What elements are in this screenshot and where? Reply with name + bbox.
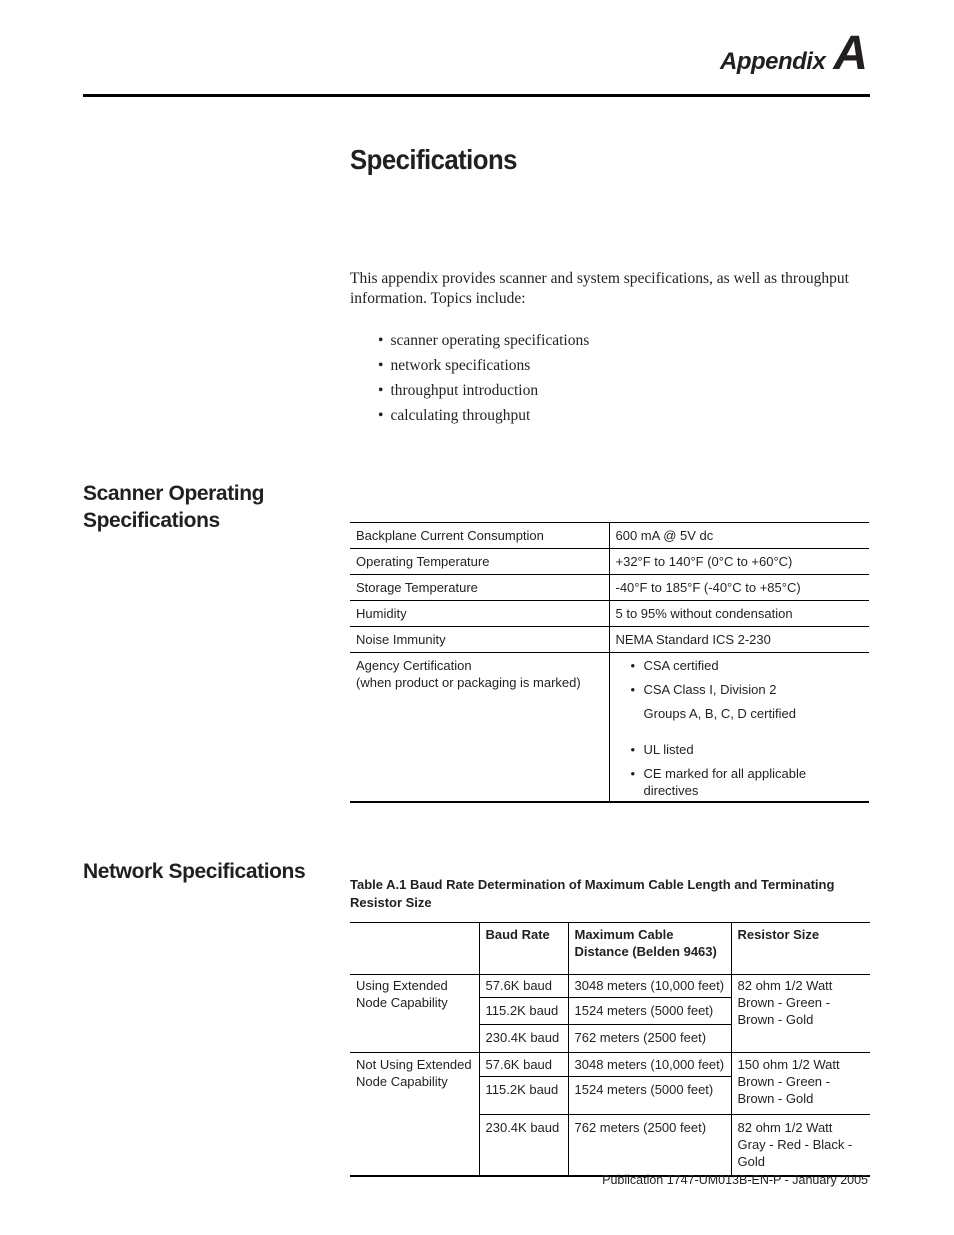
certification-text: CE marked for all applicable directives bbox=[643, 766, 807, 798]
spec-label bbox=[350, 653, 609, 803]
spec-label: Backplane Current Consumption bbox=[350, 523, 609, 549]
certification-item bbox=[644, 657, 864, 674]
scanner-section-heading: Scanner Operating Specifications bbox=[83, 482, 265, 532]
certification-item bbox=[644, 765, 864, 799]
appendix-word: Appendix bbox=[719, 48, 826, 75]
page-title: Specifications bbox=[350, 144, 517, 175]
certification-item bbox=[644, 741, 864, 758]
network-section-heading: Network Specifications bbox=[83, 860, 306, 883]
column-header: Resistor Size bbox=[731, 923, 870, 975]
appendix-heading bbox=[719, 27, 868, 80]
distance-cell: 1524 meters (5000 feet) bbox=[568, 1077, 731, 1115]
header-rule bbox=[83, 94, 870, 97]
spec-value: 600 mA @ 5V dc bbox=[609, 523, 869, 549]
spec-value: NEMA Standard ICS 2-230 bbox=[609, 627, 869, 653]
certification-continuation: Groups A, B, C, D certified bbox=[643, 706, 796, 721]
table-header-row bbox=[350, 923, 870, 975]
topic-item: • network specifications bbox=[378, 355, 589, 380]
scanner-spec-table bbox=[350, 522, 869, 803]
baud-cell: 57.6K baud bbox=[479, 975, 568, 998]
topic-list bbox=[378, 330, 589, 430]
table-row bbox=[350, 1053, 870, 1077]
agency-label: Agency Certification bbox=[356, 658, 472, 673]
column-header bbox=[350, 923, 479, 975]
spec-label: Noise Immunity bbox=[350, 627, 609, 653]
distance-cell: 762 meters (2500 feet) bbox=[568, 1115, 731, 1177]
baud-cell: 115.2K baud bbox=[479, 1077, 568, 1115]
topic-item: • throughput introduction bbox=[378, 380, 589, 405]
baud-cell: 230.4K baud bbox=[479, 1025, 568, 1053]
column-header: Maximum Cable Distance (Belden 9463) bbox=[568, 923, 731, 975]
table-row bbox=[350, 653, 869, 803]
certification-text: UL listed bbox=[643, 742, 694, 757]
group-label: Using Extended Node Capability bbox=[350, 975, 479, 1053]
resistor-cell: 82 ohm 1/2 Watt Gray - Red - Black - Gold bbox=[731, 1115, 870, 1177]
certification-text: CSA Class I, Division 2 bbox=[643, 682, 777, 697]
publication-footer: Publication 1747-UM013B-EN-P - January 2005 bbox=[602, 1173, 868, 1187]
spec-value: 5 to 95% without condensation bbox=[609, 601, 869, 627]
column-header: Baud Rate bbox=[479, 923, 568, 975]
table-row bbox=[350, 975, 870, 998]
spec-value: +32°F to 140°F (0°C to +60°C) bbox=[609, 549, 869, 575]
topic-item: • calculating throughput bbox=[378, 405, 589, 430]
resistor-cell: 82 ohm 1/2 Watt Brown - Green - Brown - Gold bbox=[731, 975, 870, 1053]
baud-rate-table bbox=[350, 922, 870, 1177]
baud-cell: 115.2K baud bbox=[479, 998, 568, 1025]
certification-text: CSA certified bbox=[643, 658, 719, 673]
appendix-letter: A bbox=[833, 27, 868, 80]
table-row bbox=[350, 627, 869, 653]
certification-item bbox=[644, 681, 864, 722]
table-row bbox=[350, 523, 869, 549]
baud-cell: 57.6K baud bbox=[479, 1053, 568, 1077]
spec-label: Operating Temperature bbox=[350, 549, 609, 575]
resistor-cell: 150 ohm 1/2 Watt Brown - Green - Brown - Gold bbox=[731, 1053, 870, 1115]
distance-cell: 3048 meters (10,000 feet) bbox=[568, 1053, 731, 1077]
table-row bbox=[350, 549, 869, 575]
spec-label: Storage Temperature bbox=[350, 575, 609, 601]
spec-value bbox=[609, 653, 869, 803]
distance-cell: 762 meters (2500 feet) bbox=[568, 1025, 731, 1053]
intro-paragraph: This appendix provides scanner and system specifications, as well as throughput information. Topics include: bbox=[350, 270, 849, 307]
topic-item: • scanner operating specifications bbox=[378, 330, 589, 355]
spec-value: -40°F to 185°F (-40°C to +85°C) bbox=[609, 575, 869, 601]
table-caption: Table A.1 Baud Rate Determination of Maximum Cable Length and Terminating Resistor Size bbox=[350, 877, 835, 910]
table-row bbox=[350, 575, 869, 601]
distance-cell: 1524 meters (5000 feet) bbox=[568, 998, 731, 1025]
distance-cell: 3048 meters (10,000 feet) bbox=[568, 975, 731, 998]
spec-label: Humidity bbox=[350, 601, 609, 627]
agency-sublabel: (when product or packaging is marked) bbox=[356, 675, 581, 690]
certification-list bbox=[616, 657, 864, 799]
baud-cell: 230.4K baud bbox=[479, 1115, 568, 1177]
group-label: Not Using Extended Node Capability bbox=[350, 1053, 479, 1177]
table-row bbox=[350, 601, 869, 627]
